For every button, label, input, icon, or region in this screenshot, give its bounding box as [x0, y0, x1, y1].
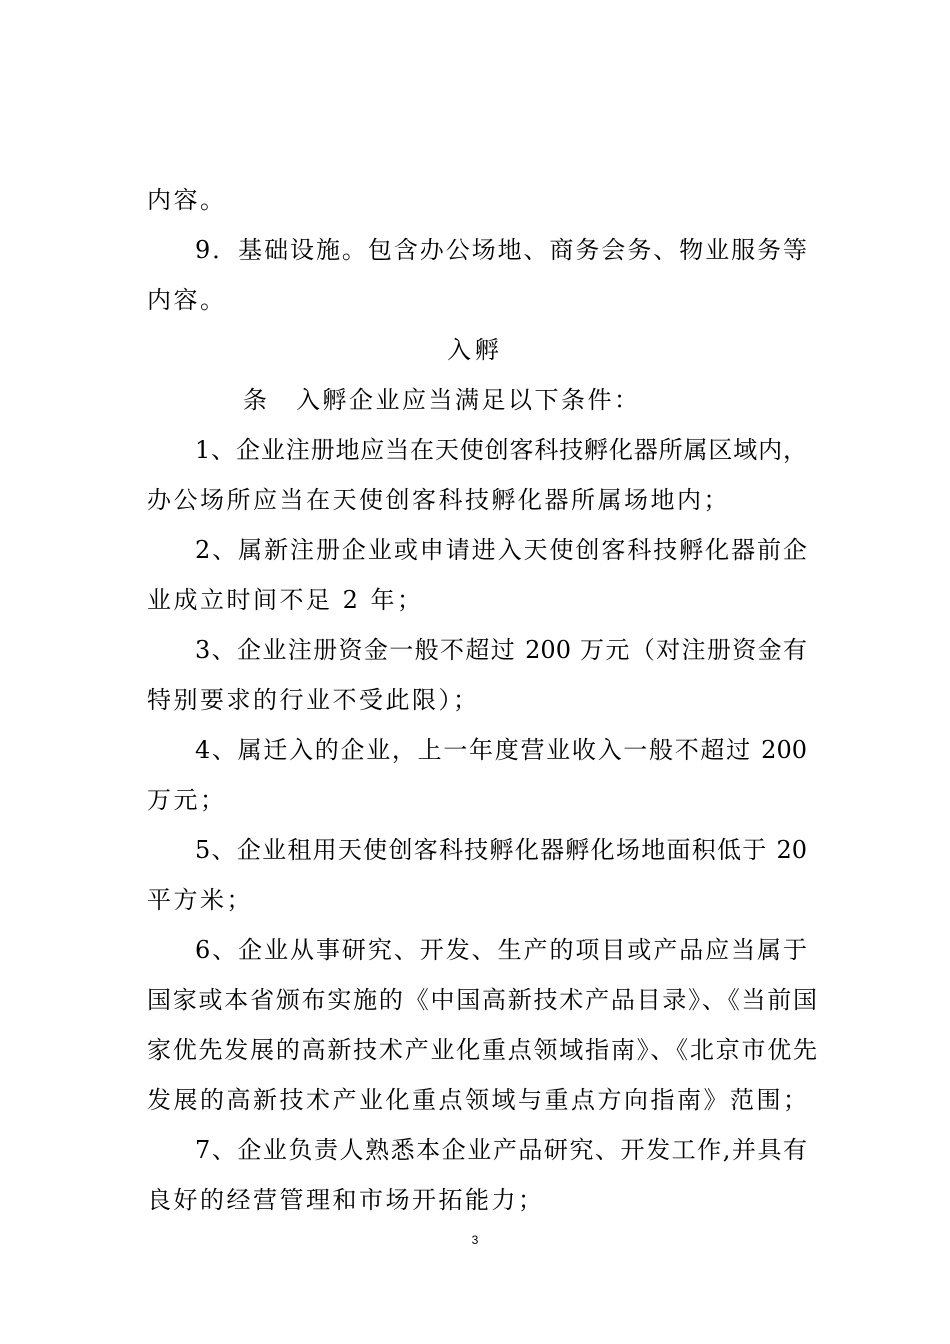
- item-9-line-1: 9．基础设施。包含办公场地、商务会务、物业服务等: [195, 236, 807, 264]
- condition-1-line-1: 1、企业注册地应当在天使创客科技孵化器所属区域内，: [195, 436, 807, 464]
- condition-3-line-1: 3、企业注册资金一般不超过 200 万元（对注册资金有: [195, 636, 807, 664]
- condition-4-line-2: 万元；: [147, 786, 227, 814]
- condition-7-line-2: 良好的经营管理和市场开拓能力；: [147, 1186, 545, 1214]
- article-intro: 条 入孵企业应当满足以下条件：: [243, 386, 641, 414]
- condition-2-line-2: 业成立时间不足 2 年；: [147, 586, 424, 614]
- condition-2-line-1: 2、属新注册企业或申请进入天使创客科技孵化器前企: [195, 536, 807, 564]
- condition-6-line-3: 家优先发展的高新技术产业化重点领域指南》、《北京市优先: [147, 1036, 817, 1064]
- section-heading: 入孵: [447, 336, 503, 364]
- item-9-line-2: 内容。: [147, 286, 227, 314]
- condition-1-line-2: 办公场所应当在天使创客科技孵化器所属场地内；: [147, 486, 730, 514]
- page-number: 3: [471, 1233, 479, 1247]
- continuation-text: 内容。: [147, 186, 227, 214]
- condition-4-line-1: 4、属迁入的企业，上一年度营业收入一般不超过 200: [195, 736, 807, 764]
- condition-5-line-2: 平方米；: [147, 886, 253, 914]
- condition-3-line-2: 特别要求的行业不受此限）；: [147, 686, 480, 714]
- condition-7-line-1: 7、企业负责人熟悉本企业产品研究、开发工作,并具有: [195, 1136, 807, 1164]
- condition-6-line-4: 发展的高新技术产业化重点领域与重点方向指南》范围；: [147, 1086, 810, 1114]
- condition-5-line-1: 5、企业租用天使创客科技孵化器孵化场地面积低于 20: [195, 836, 807, 864]
- condition-6-line-2: 国家或本省颁布实施的《中国高新技术产品目录》、《当前国: [147, 986, 817, 1014]
- condition-6-line-1: 6、企业从事研究、开发、生产的项目或产品应当属于: [195, 936, 807, 964]
